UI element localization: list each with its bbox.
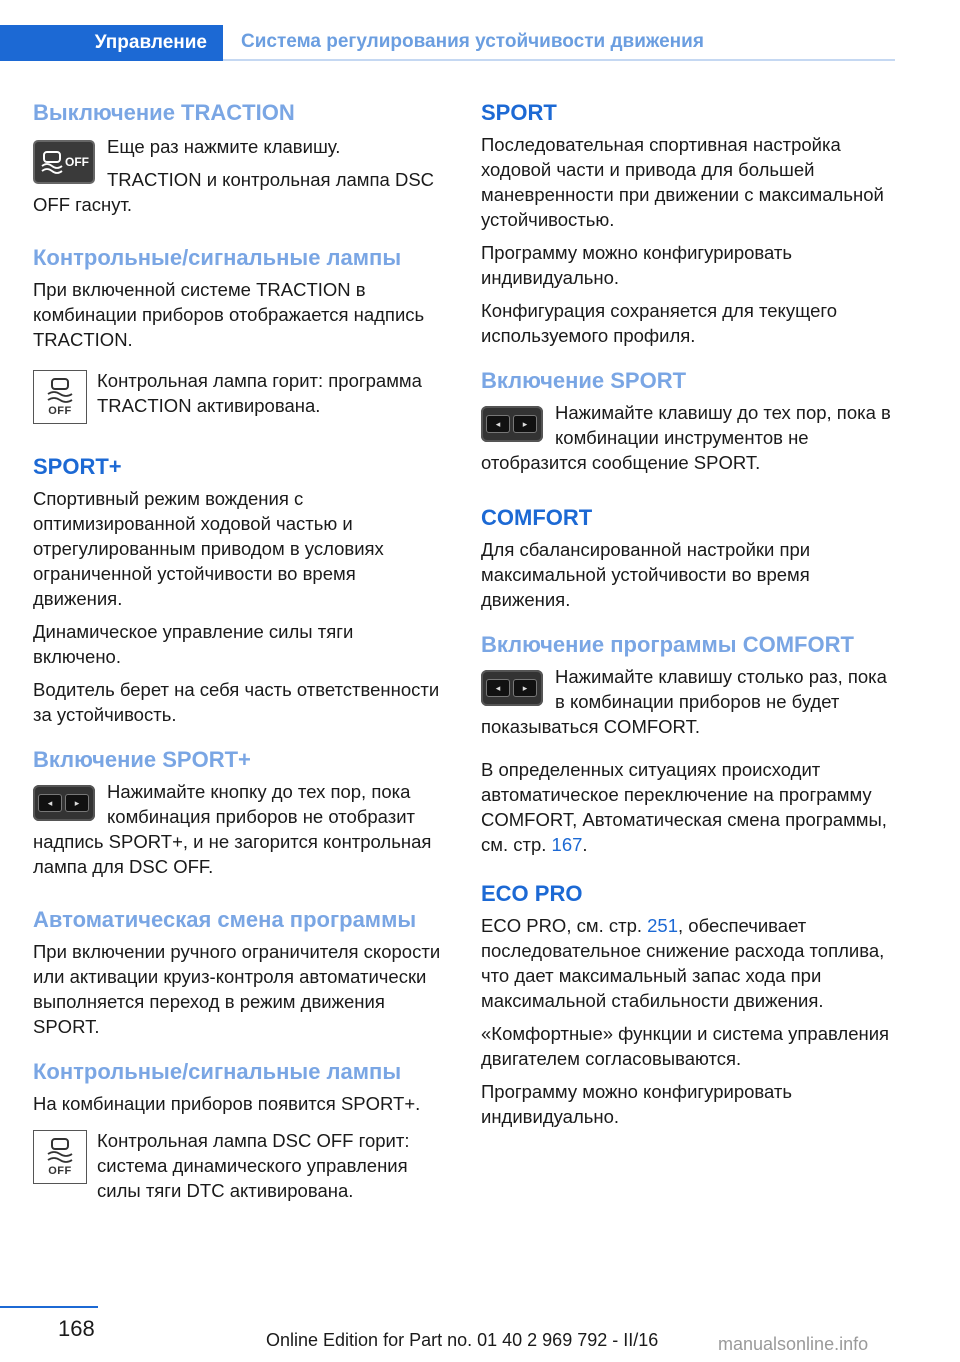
eco-pro-p1-rest: , обеспечивает последовательное снижение расхода топлива, что дает максимальный запас хода при максимальной стабильности движения. <box>481 915 885 1011</box>
comfort-auto-text <box>481 757 896 857</box>
heading-sport-plus: SPORT+ <box>33 454 122 479</box>
left-column <box>33 100 445 1203</box>
dsc-off-lamp-icon <box>33 370 87 424</box>
eco-pro-p3: Программу можно конфигурировать индивидуально. <box>481 1081 793 1127</box>
comfort-text: Для сбалансированной настройки при максимальной устойчивости во время движения. <box>481 539 811 610</box>
comfort-auto-text-main: В определенных ситуациях происходит автоматическое переключение на программу COMFORT, Автоматическая смена программы, см. стр. <box>481 759 887 855</box>
dsc-off-lamp-icon-2 <box>33 1130 87 1184</box>
sport-p3: Конфигурация сохраняется для текущего используемого профиля. <box>481 300 838 346</box>
heading-traction-off: Выключение TRACTION <box>33 100 295 125</box>
dsc-off-lamp-label: OFF <box>48 405 72 417</box>
sport-on-text: Нажимайте клавишу до тех пор, пока в комбинации инструментов не отобразится сообщение SPORT. <box>481 402 891 473</box>
comfort-auto-text-end: . <box>582 834 588 855</box>
footer-edition: Online Edition for Part no. 01 40 2 969 792 - II/16 <box>266 1330 659 1350</box>
sport-p1: Последовательная спортивная настройка ходовой части и привода для большей маневренности при движении с максимальной устойчивостью. <box>481 134 884 230</box>
mode-switch-icon-3: ◂ ▸ <box>481 670 543 706</box>
right-column <box>481 100 896 1129</box>
heading-lamps-1: Контрольные/сигнальные лампы <box>33 245 402 270</box>
header-chapter: Система регулирования устойчивости движения <box>223 25 895 61</box>
lamps-1-text: При включенной системе TRACTION в комбинации приборов отображается надпись TRACTION. <box>33 279 425 350</box>
heading-comfort: COMFORT <box>481 505 593 530</box>
lamps-2-row <box>33 1128 445 1203</box>
sport-plus-on-block <box>33 779 445 879</box>
dsc-off-button-label: OFF <box>65 155 89 169</box>
heading-sport-plus-on: Включение SPORT+ <box>33 747 251 772</box>
footer-accent-line <box>0 1306 98 1308</box>
heading-eco-pro: ECO PRO <box>481 881 583 906</box>
page-link-167[interactable]: 167 <box>551 834 583 855</box>
page-link-251[interactable]: 251 <box>647 915 679 936</box>
traction-off-line1: Еще раз нажмите клавишу. <box>107 136 341 157</box>
heading-auto-change: Автоматическая смена программы <box>33 907 417 932</box>
eco-pro-p2: «Комфортные» функции и система управления двигателем согласовываются. <box>481 1023 890 1069</box>
comfort-on-block <box>481 664 896 739</box>
dsc-off-lamp-label-2: OFF <box>48 1165 72 1177</box>
mode-switch-icon: ◂ ▸ <box>33 785 95 821</box>
traction-off-line2: TRACTION и контрольная лампа DSC OFF гаснут. <box>33 169 435 215</box>
sport-plus-p1: Спортивный режим вождения с оптимизированной ходовой частью и отрегулированным приводом в условиях ограниченной устойчивости во время движения. <box>33 488 384 609</box>
lamps-1-row <box>33 368 445 424</box>
lamps-1-lamp-text: Контрольная лампа горит: программа TRACTION активирована. <box>97 370 422 416</box>
lamps-2-lamp-text: Контрольная лампа DSC OFF горит: система динамического управления силы тяги DTC активирована. <box>97 1130 410 1201</box>
heading-comfort-on: Включение программы COMFORT <box>481 632 854 657</box>
dsc-off-button-icon <box>33 140 95 184</box>
lamps-2-text: На комбинации приборов появится SPORT+. <box>33 1093 421 1114</box>
heading-lamps-2: Контрольные/сигнальные лампы <box>33 1059 402 1084</box>
sport-on-block <box>481 400 896 475</box>
heading-sport: SPORT <box>481 100 557 125</box>
header-section: Управление <box>0 25 223 61</box>
mode-switch-icon-2: ◂ ▸ <box>481 406 543 442</box>
comfort-on-text: Нажимайте клавишу столько раз, пока в комбинации приборов не будет показываться COMFORT. <box>481 666 887 737</box>
traction-off-block <box>33 134 445 217</box>
heading-sport-on: Включение SPORT <box>481 368 687 393</box>
eco-pro-p1-start: ECO PRO, см. стр. <box>481 915 642 936</box>
watermark: manualsonline.info <box>718 1334 869 1354</box>
auto-change-text: При включении ручного ограничителя скорости или активации круиз-контроля автоматически выполняется переход в режим движения SPORT. <box>33 941 441 1037</box>
sport-p2: Программу можно конфигурировать индивидуально. <box>481 242 793 288</box>
eco-pro-p1 <box>481 913 896 1013</box>
sport-plus-on-text: Нажимайте кнопку до тех пор, пока комбинация приборов не отобразит надпись SPORT+, и не загорится контрольная лампа для DSC OFF. <box>33 781 432 877</box>
page-number: 168 <box>58 1316 95 1341</box>
sport-plus-p3: Водитель берет на себя часть ответственности за устойчивость. <box>33 679 440 725</box>
sport-plus-p2: Динамическое управление силы тяги включено. <box>33 621 354 667</box>
